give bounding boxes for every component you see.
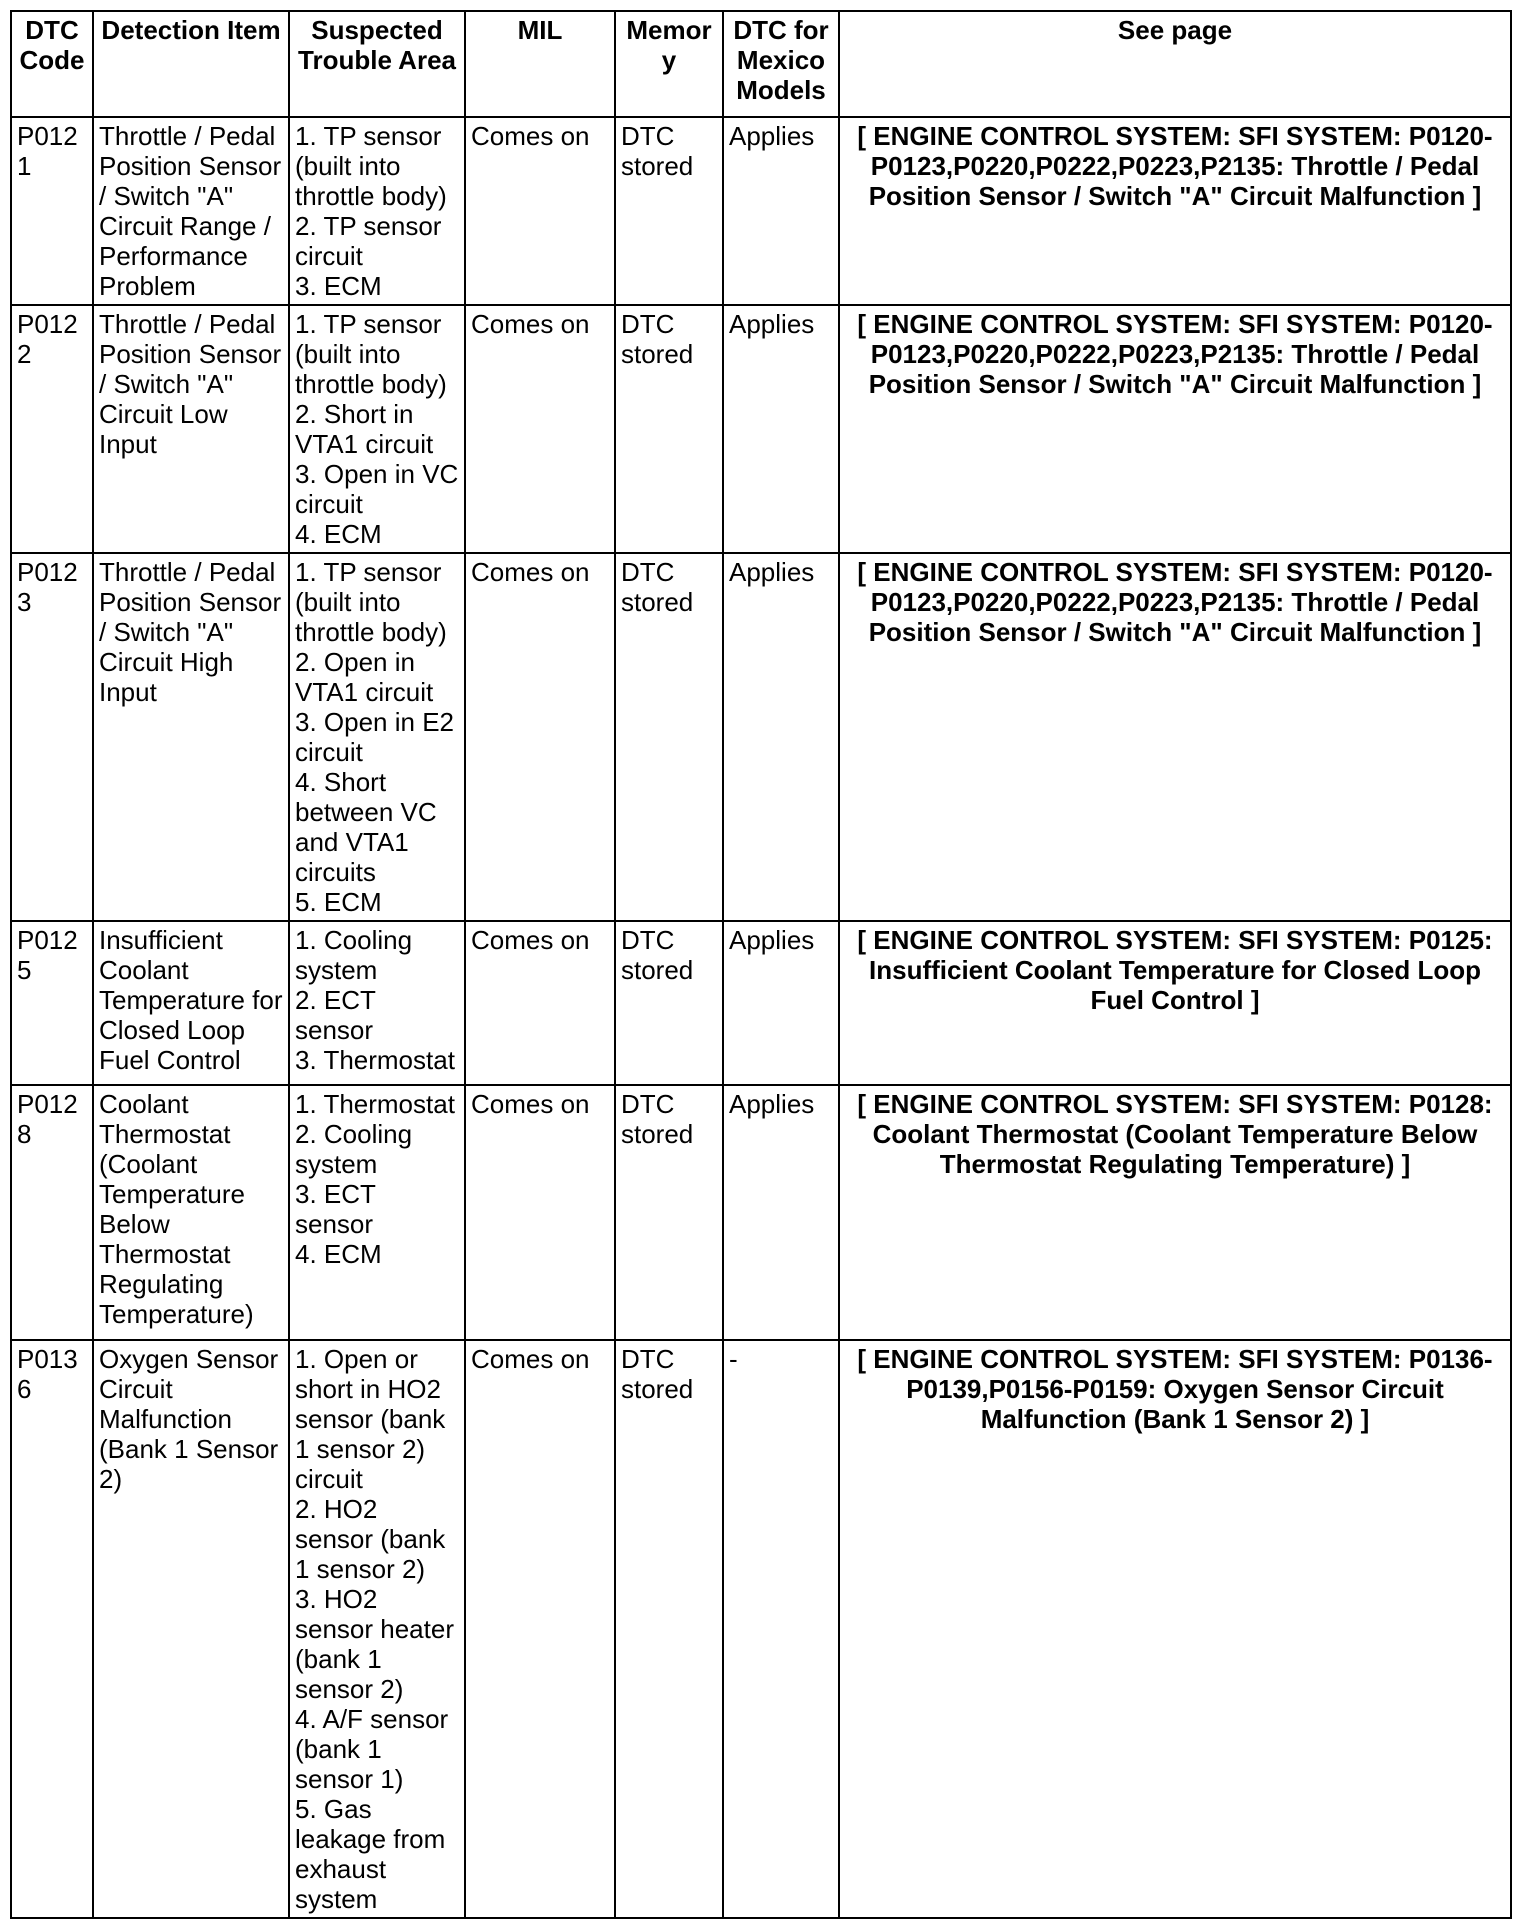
- table-row: [11, 305, 1511, 553]
- see-page-link[interactable]: [ ENGINE CONTROL SYSTEM: SFI SYSTEM: P0120-P0123,P0220,P0222,P0223,P2135: Throttle / Pedal Position Sensor / Switch "A" Circuit Malfunction ]: [839, 305, 1511, 553]
- mexico-cell: Applies: [723, 921, 839, 1085]
- see-page-link[interactable]: [ ENGINE CONTROL SYSTEM: SFI SYSTEM: P0128: Coolant Thermostat (Coolant Temperature Below Thermostat Regulating Temperature) ]: [839, 1085, 1511, 1340]
- detection-item-cell: Throttle / Pedal Position Sensor / Switch "A" Circuit Low Input: [93, 305, 289, 553]
- header-detection-item: Detection Item: [93, 11, 289, 117]
- header-mexico: DTC for Mexico Models: [723, 11, 839, 117]
- table-row: [11, 1085, 1511, 1340]
- memory-cell: DTC stored: [615, 305, 723, 553]
- mexico-cell: -: [723, 1340, 839, 1918]
- table-row: [11, 553, 1511, 921]
- mexico-cell: Applies: [723, 117, 839, 305]
- mexico-cell: Applies: [723, 1085, 839, 1340]
- see-page-link[interactable]: [ ENGINE CONTROL SYSTEM: SFI SYSTEM: P0120-P0123,P0220,P0222,P0223,P2135: Throttle / Pedal Position Sensor / Switch "A" Circuit Malfunction ]: [839, 553, 1511, 921]
- dtc-table: [10, 10, 1512, 1919]
- header-memory: Memory: [615, 11, 723, 117]
- see-page-link[interactable]: [ ENGINE CONTROL SYSTEM: SFI SYSTEM: P0125: Insufficient Coolant Temperature for Closed Loop Fuel Control ]: [839, 921, 1511, 1085]
- dtc-code-cell: P0121: [11, 117, 93, 305]
- detection-item-cell: Throttle / Pedal Position Sensor / Switch "A" Circuit Range / Performance Problem: [93, 117, 289, 305]
- dtc-code-cell: P0123: [11, 553, 93, 921]
- table-row: [11, 1340, 1511, 1918]
- mil-cell: Comes on: [465, 117, 615, 305]
- memory-cell: DTC stored: [615, 553, 723, 921]
- trouble-area-cell: 1. TP sensor (built into throttle body) 2. TP sensor circuit 3. ECM: [289, 117, 465, 305]
- dtc-code-cell: P0128: [11, 1085, 93, 1340]
- detection-item-cell: Oxygen Sensor Circuit Malfunction (Bank 1 Sensor 2): [93, 1340, 289, 1918]
- trouble-area-cell: 1. Open or short in HO2 sensor (bank 1 sensor 2) circuit 2. HO2 sensor (bank 1 sensor 2) 3. HO2 sensor heater (bank 1 sensor 2) 4. A/F sensor (bank 1 sensor 1) 5. Gas leakage from exhaust system: [289, 1340, 465, 1918]
- mexico-cell: Applies: [723, 305, 839, 553]
- memory-cell: DTC stored: [615, 1340, 723, 1918]
- dtc-code-cell: P0122: [11, 305, 93, 553]
- memory-cell: DTC stored: [615, 117, 723, 305]
- see-page-link[interactable]: [ ENGINE CONTROL SYSTEM: SFI SYSTEM: P0136-P0139,P0156-P0159: Oxygen Sensor Circuit Malfunction (Bank 1 Sensor 2) ]: [839, 1340, 1511, 1918]
- table-row: [11, 921, 1511, 1085]
- detection-item-cell: Coolant Thermostat (Coolant Temperature Below Thermostat Regulating Temperature): [93, 1085, 289, 1340]
- dtc-code-cell: P0125: [11, 921, 93, 1085]
- table-header-row: [11, 11, 1511, 117]
- trouble-area-cell: 1. Cooling system 2. ECT sensor 3. Thermostat: [289, 921, 465, 1085]
- mil-cell: Comes on: [465, 553, 615, 921]
- header-trouble-area: Suspected Trouble Area: [289, 11, 465, 117]
- trouble-area-cell: 1. TP sensor (built into throttle body) 2. Open in VTA1 circuit 3. Open in E2 circuit 4. Short between VC and VTA1 circuits 5. ECM: [289, 553, 465, 921]
- mexico-cell: Applies: [723, 553, 839, 921]
- mil-cell: Comes on: [465, 1085, 615, 1340]
- see-page-link[interactable]: [ ENGINE CONTROL SYSTEM: SFI SYSTEM: P0120-P0123,P0220,P0222,P0223,P2135: Throttle / Pedal Position Sensor / Switch "A" Circuit Malfunction ]: [839, 117, 1511, 305]
- memory-cell: DTC stored: [615, 1085, 723, 1340]
- trouble-area-cell: 1. TP sensor (built into throttle body) 2. Short in VTA1 circuit 3. Open in VC circuit 4. ECM: [289, 305, 465, 553]
- detection-item-cell: Insufficient Coolant Temperature for Closed Loop Fuel Control: [93, 921, 289, 1085]
- header-see-page: See page: [839, 11, 1511, 117]
- mil-cell: Comes on: [465, 305, 615, 553]
- header-mil: MIL: [465, 11, 615, 117]
- table-row: [11, 117, 1511, 305]
- dtc-code-cell: P0136: [11, 1340, 93, 1918]
- mil-cell: Comes on: [465, 1340, 615, 1918]
- trouble-area-cell: 1. Thermostat 2. Cooling system 3. ECT sensor 4. ECM: [289, 1085, 465, 1340]
- memory-cell: DTC stored: [615, 921, 723, 1085]
- mil-cell: Comes on: [465, 921, 615, 1085]
- header-dtc-code: DTC Code: [11, 11, 93, 117]
- detection-item-cell: Throttle / Pedal Position Sensor / Switch "A" Circuit High Input: [93, 553, 289, 921]
